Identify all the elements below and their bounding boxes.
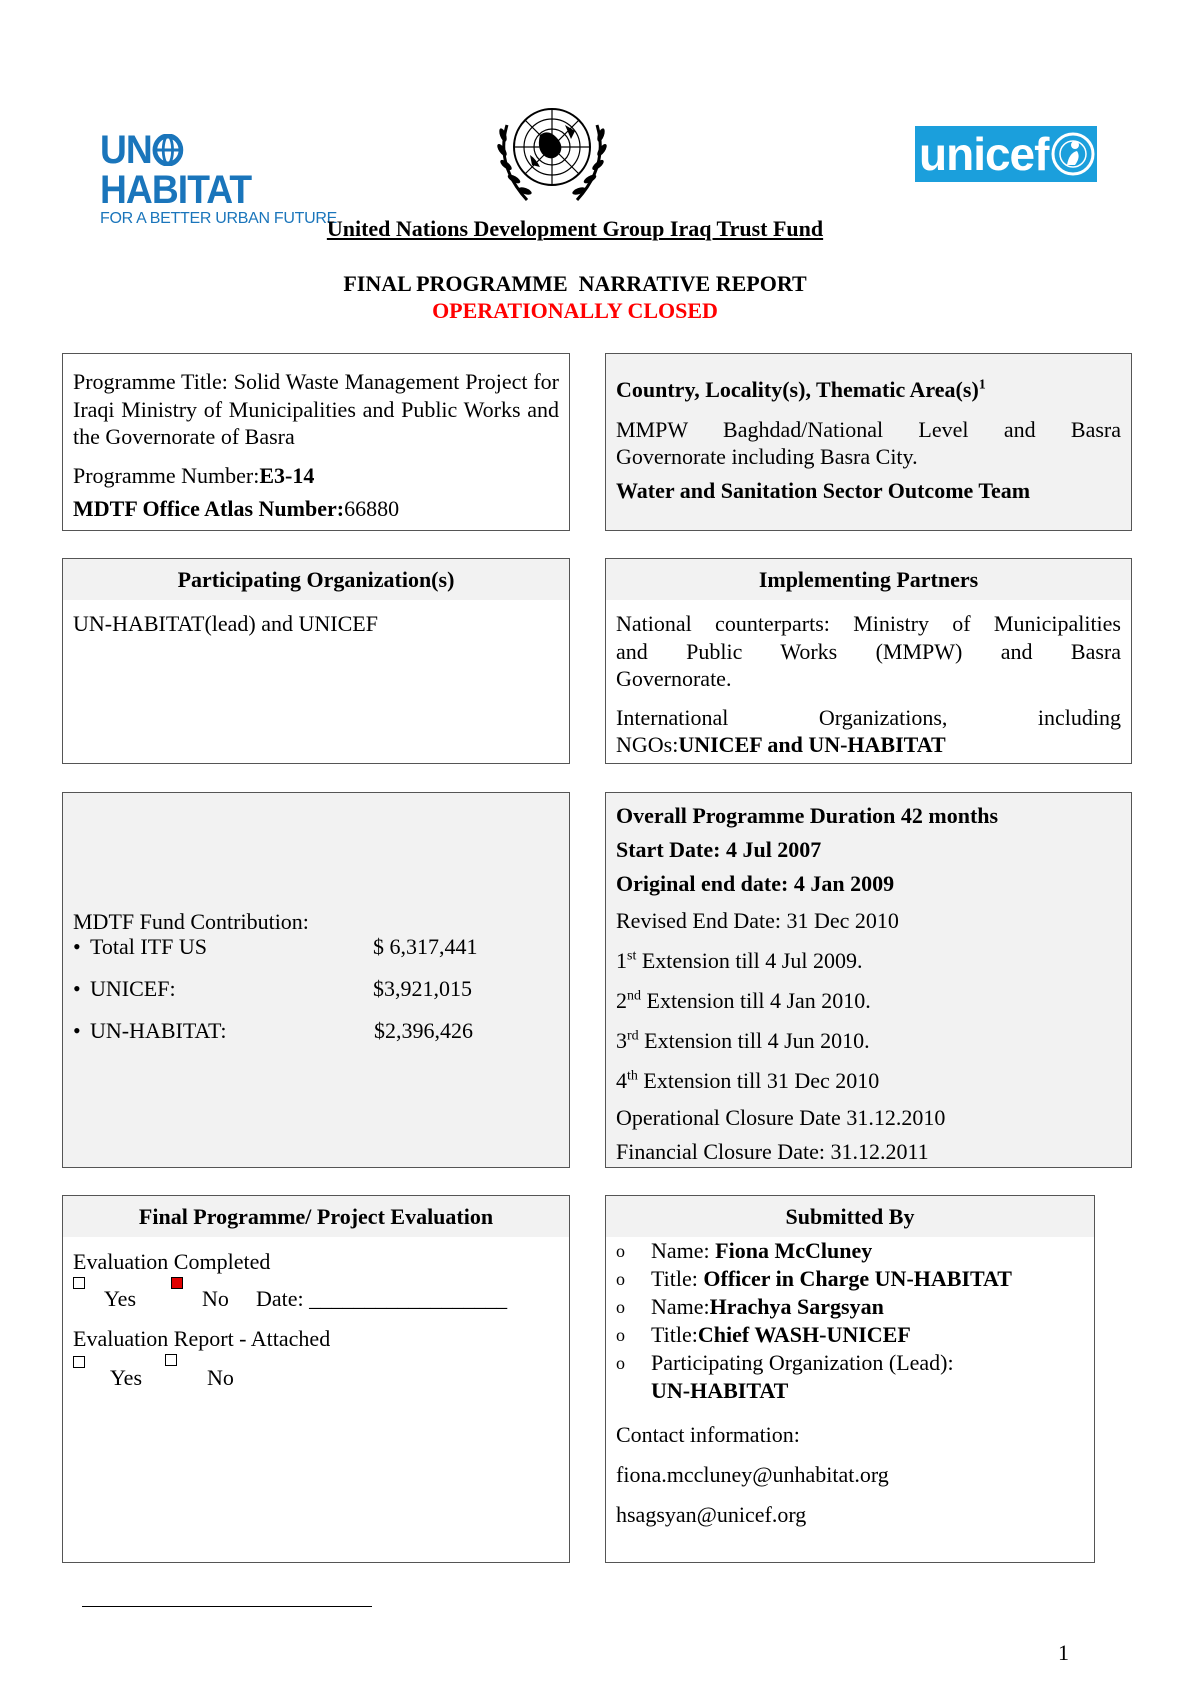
country-heading: Country, Locality(s), Thematic $Area(s)^1$ — [616, 377, 986, 402]
national-line-3: Governorate. — [616, 666, 732, 691]
bullet-icon: • — [73, 1017, 81, 1043]
overall-duration: Overall Programme Duration 42 months — [616, 803, 999, 828]
circle-bullet-icon: o — [616, 1297, 625, 1317]
circle-bullet-icon: o — [616, 1325, 625, 1345]
country-box — [605, 353, 1132, 531]
evaluation-date-field[interactable]: Date: __________________ — [256, 1286, 508, 1311]
footnote-ref: 1 — [978, 377, 986, 393]
evaluation-report-yes-label: Yes — [110, 1365, 143, 1390]
contact-label: Contact information: — [616, 1422, 800, 1447]
submitter-name-1: o Name: Fiona McCluney — [616, 1238, 873, 1263]
circle-bullet-icon: o — [616, 1353, 625, 1373]
circle-bullet-icon: o — [616, 1241, 625, 1261]
international-line-2: NGOs:UNICEF and UN-HABITAT — [616, 732, 946, 757]
status-label: OPERATIONALLY CLOSED — [432, 298, 718, 323]
funds-heading: MDTF Fund Contribution: — [73, 909, 309, 934]
submitter-title-1: o Title: Officer in Charge UN-HABITAT — [616, 1266, 1012, 1291]
start-date: Start Date: 4 Jul 2007 — [616, 837, 822, 862]
report-title: FINAL PROGRAMME NARRATIVE REPORT — [343, 271, 807, 296]
unicef-logo-text: unicef — [919, 128, 1049, 180]
unhabitat-logo: UNHABITAT FOR A BETTER URBAN FUTURE — [100, 130, 350, 190]
evaluation-report-yes-checkbox[interactable] — [73, 1356, 85, 1368]
fund-item: • UN-HABITAT: $2,396,426 — [73, 1010, 553, 1052]
programme-info-box — [62, 353, 570, 531]
fund-title: United Nations Development Group Iraq Trust Fund — [326, 216, 824, 241]
unicef-logo — [915, 126, 1097, 182]
atlas-number: MDTF Office Atlas Number:66880 — [73, 496, 400, 521]
evaluation-completed-no-checkbox[interactable] — [171, 1277, 183, 1289]
lead-organization: o Participating Organization (Lead): UN-HABITAT — [616, 1350, 954, 1403]
un-emblem — [485, 95, 620, 210]
national-line-2: and Public Works (MMPW) and Basra — [616, 638, 1121, 664]
programme-title: Programme Title: Solid Waste Management Project for Iraqi Ministry of Municipalities and Public Works and the Governorate of Basra — [73, 369, 559, 449]
national-line-1: National counterparts: Ministry of Municipalities — [616, 611, 1121, 636]
evaluation-completed-no-label: No — [202, 1286, 229, 1311]
extension-3: 3rd Extension till 4 Jun 2010. — [616, 1028, 870, 1053]
circle-bullet-icon: o — [616, 1269, 625, 1289]
fund-item: • Total ITF US $ 6,317,441 — [73, 926, 553, 968]
country-line-1: MMPW Baghdad/National Level and Basra — [616, 416, 1121, 442]
revised-end-date: Revised End Date: 31 Dec 2010 — [616, 908, 899, 933]
globe-icon — [152, 134, 184, 166]
unhabitat-tagline: FOR A BETTER URBAN FUTURE — [100, 210, 337, 227]
bullet-icon: • — [73, 975, 81, 1001]
evaluation-completed-label: Evaluation Completed — [73, 1249, 271, 1274]
extension-1: 1st Extension till 4 Jul 2009. — [616, 948, 863, 973]
fund-item: • UNICEF: $3,921,015 — [73, 968, 553, 1010]
country-line-2: Governorate including Basra City. — [616, 444, 918, 469]
evaluation-report-no-checkbox[interactable] — [165, 1354, 177, 1366]
contact-email-2[interactable]: hsagsyan@unicef.org — [616, 1502, 807, 1527]
participating-box — [62, 558, 570, 764]
outcome-team: Water and Sanitation Sector Outcome Team — [616, 477, 1031, 503]
extension-2: 2nd Extension till 4 Jan 2010. — [616, 988, 871, 1013]
operational-closure: Operational Closure Date 31.12.2010 — [616, 1105, 946, 1130]
evaluation-completed-yes-label: Yes — [104, 1286, 137, 1311]
submitter-title-2: o Title:Chief WASH-UNICEF — [616, 1322, 911, 1347]
evaluation-box — [62, 1195, 570, 1563]
extension-4: 4th Extension till 31 Dec 2010 — [616, 1068, 880, 1093]
participating-heading: Participating Organization(s) — [63, 559, 569, 600]
footnote-divider — [82, 1606, 372, 1607]
submitted-heading: Submitted By — [606, 1196, 1094, 1237]
funds-box — [62, 792, 570, 1168]
original-end-date: Original end date: 4 Jan 2009 — [616, 871, 895, 896]
contact-email-1[interactable]: fiona.mccluney@unhabitat.org — [616, 1462, 889, 1487]
international-line-1: International Organizations, including — [616, 704, 1121, 730]
evaluation-heading: Final Programme/ Project Evaluation — [63, 1196, 569, 1237]
financial-closure: Financial Closure Date: 31.12.2011 — [616, 1139, 929, 1164]
submitter-name-2: o Name:Hrachya Sargsyan — [616, 1294, 884, 1319]
page-number: 1 — [1058, 1640, 1069, 1665]
evaluation-report-no-label: No — [207, 1365, 234, 1390]
submitted-box — [605, 1195, 1095, 1563]
duration-box — [605, 792, 1132, 1168]
programme-number: Programme Number:E3-14 — [73, 462, 315, 488]
un-emblem-icon — [485, 95, 620, 210]
unicef-emblem-icon — [1050, 131, 1096, 177]
evaluation-completed-yes-checkbox[interactable] — [73, 1277, 85, 1289]
implementing-box — [605, 558, 1132, 764]
bullet-icon: • — [73, 933, 81, 959]
evaluation-report-label: Evaluation Report - Attached — [73, 1326, 331, 1351]
implementing-heading: Implementing Partners — [606, 559, 1131, 600]
participating-text: UN-HABITAT(lead) and UNICEF — [73, 611, 378, 636]
